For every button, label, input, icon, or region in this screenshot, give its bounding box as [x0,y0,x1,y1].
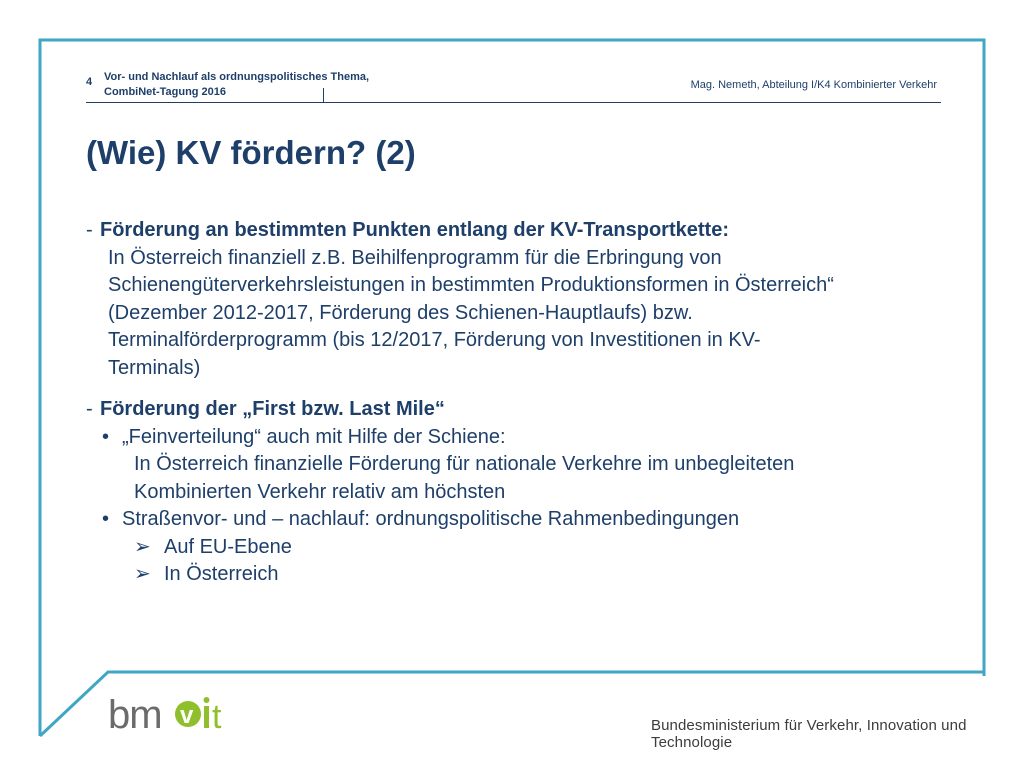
bullet2-text: Straßenvor- und – nachlauf: ordnungspolitische Rahmenbedingungen [122,508,740,530]
bullet-icon: • [102,508,110,530]
section1-line: Terminals) [108,356,201,379]
bullet1-line: Kombinierten Verkehr relativ am höchsten [134,480,506,503]
bullet-item [86,506,946,534]
bullet1-text: „Feinverteilung“ auch mit Hilfe der Schiene: [122,425,506,448]
page-number: 4 [86,76,93,88]
ministry-name: Bundesministerium für Verkehr, Innovation und Technologie [651,717,967,751]
svg-text:bm: bm [108,694,162,737]
sub-item-eu: Auf EU-Ebene [164,535,292,558]
header-title-line2: CombiNet-Tagung 2016 [104,86,227,98]
header-author: Mag. Nemeth, Abteilung I/K4 Kombinierter Verkehr [690,79,937,91]
section1-heading: Förderung an bestimmten Punkten entlang der KV-Transportkette: [100,219,729,241]
arrow-icon: ➢ [134,535,151,558]
svg-text:t: t [212,698,222,736]
svg-text:v: v [180,702,194,729]
section2-heading: Förderung der „First bzw. Last Mile“ [100,398,445,420]
section1-line: In Österreich finanziell z.B. Beihilfenprogramm für die Erbringung von [108,246,722,269]
sub-item-austria: In Österreich [164,563,279,585]
slide-body [86,217,946,589]
header-title [104,70,369,100]
bullet-item [86,424,946,452]
section2-heading-line [86,396,946,424]
arrow-item [86,534,946,562]
bmvit-logo [108,694,238,738]
section1-line: Terminalförderprogramm (bis 12/2017, Förderung von Investitionen in KV- [108,329,761,351]
arrow-icon: ➢ [134,563,151,585]
section1-heading-line [86,217,946,245]
bullet-icon: • [102,425,110,448]
header-rule [86,102,941,103]
dash-marker: - [86,398,93,420]
section1-line: Schienengüterverkehrsleistungen in bestimmten Produktionsformen in Österreich“ [108,274,834,296]
slide-title: (Wie) KV fördern? (2) [86,134,416,171]
arrow-item [86,561,946,589]
header-divider-tick [323,88,324,102]
header-title-line1: Vor- und Nachlauf als ordnungspolitisches Thema, [104,71,370,83]
dash-marker: - [86,219,93,241]
bullet1-line: In Österreich finanzielle Förderung für nationale Verkehre im unbegleiteten [134,453,795,475]
section1-line: (Dezember 2012-2017, Förderung des Schienen-Hauptlaufs) bzw. [108,301,693,324]
